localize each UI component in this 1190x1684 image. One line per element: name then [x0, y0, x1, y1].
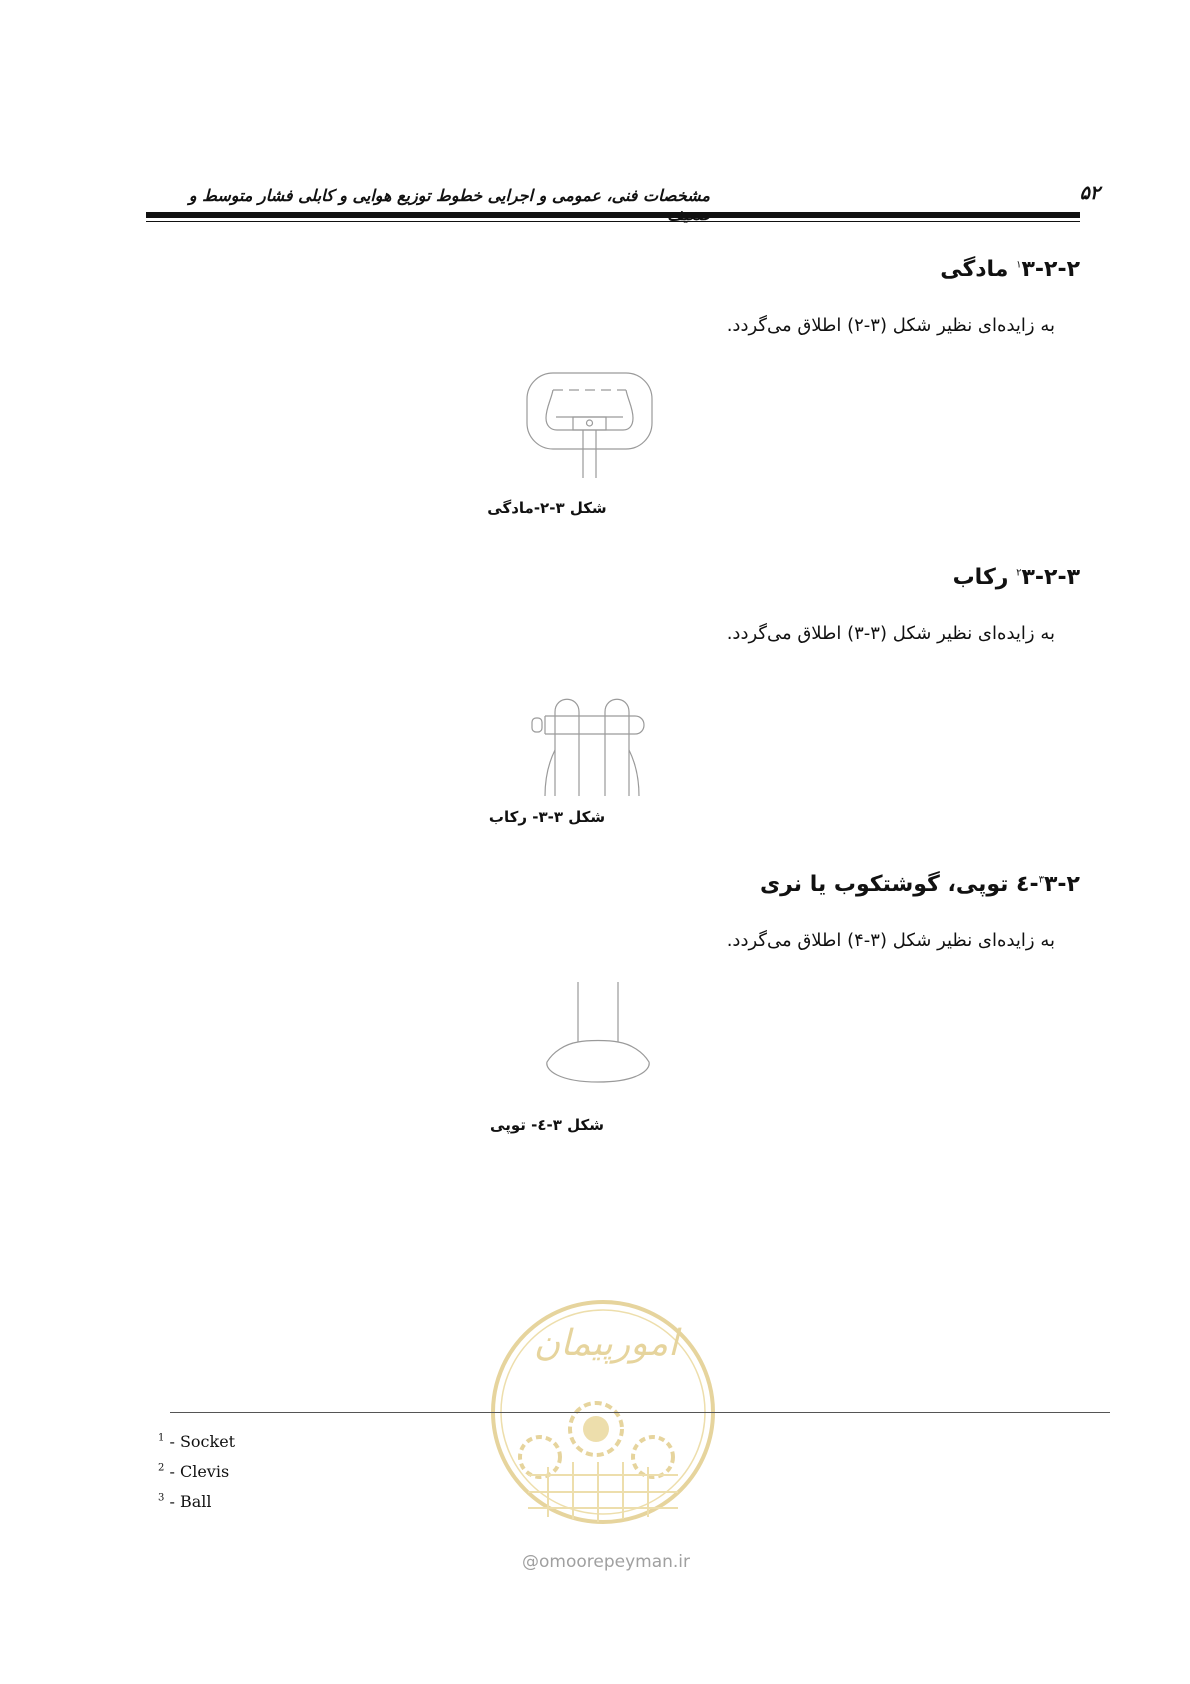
section-heading-socket: $^۱$۳-۲-۲ مادگی — [940, 257, 1080, 282]
footnote-ref: ۱ — [1016, 259, 1022, 271]
footnote-ball: $^3$ - Ball — [158, 1492, 212, 1511]
svg-text:امورپیمان: امورپیمان — [533, 1323, 679, 1364]
section-heading-ball: $^۳$۳-۲-٤ توپی، گوشتکوب یا نری — [759, 872, 1080, 897]
watermark-url: @omoorepeyman.ir — [521, 1552, 691, 1572]
section-body-ball: به زایده‌ای نظیر شکل (۳-۴) اطلاق می‌گردد. — [726, 930, 1055, 951]
figure-caption-ball: شکل ۳-٤- توپی — [490, 1116, 604, 1134]
footnote-clevis: $^2$ - Clevis — [158, 1462, 230, 1481]
footnote-rule — [170, 1412, 1110, 1413]
clevis-drawing-icon — [525, 690, 665, 798]
ball-drawing-icon — [535, 980, 665, 1085]
footnote-socket: $^1$ - Socket — [158, 1432, 236, 1451]
footnote-ref: ۲ — [1016, 567, 1022, 579]
header-rule — [146, 212, 1080, 218]
figure-caption-clevis: شکل ۳-۳- رکاب — [488, 808, 606, 826]
page-number: ۵۲ — [1079, 182, 1100, 204]
socket-drawing-icon — [520, 370, 660, 480]
section-heading-clevis: $^۲$۳-۲-۳ رکاب — [952, 565, 1080, 590]
figure-caption-socket: شکل ۳-۲-مادگی — [487, 499, 607, 517]
footnote-ref: ۳ — [1038, 874, 1044, 886]
running-header-title: مشخصات فنی، عمومی و اجرایی خطوط توزیع هوایی و کابلی فشار متوسط و — [188, 186, 710, 205]
section-body-socket: به زایده‌ای نظیر شکل (۳-۲) اطلاق می‌گردد. — [726, 315, 1055, 336]
section-body-clevis: به زایده‌ای نظیر شکل (۳-۳) اطلاق می‌گردد. — [726, 623, 1055, 644]
header-rule-thin — [146, 221, 1080, 222]
